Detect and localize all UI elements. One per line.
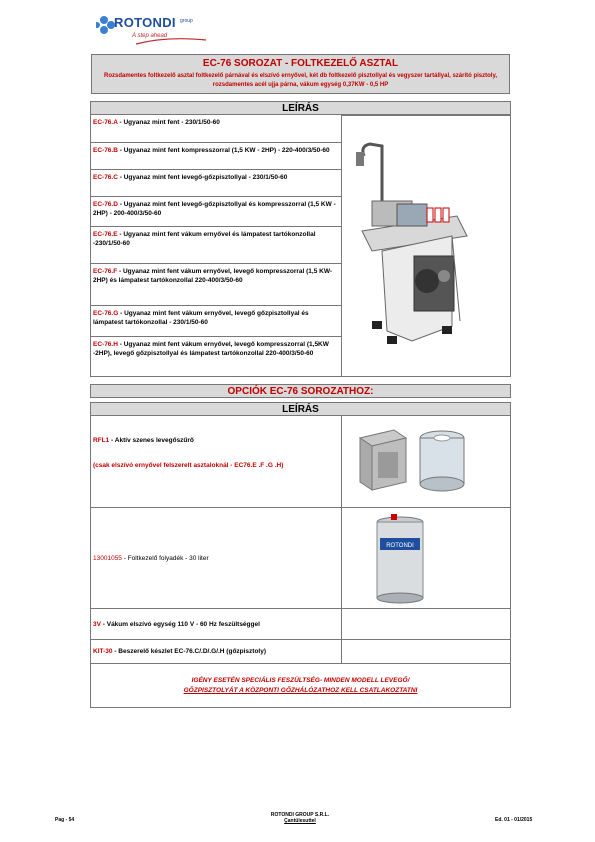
liquid-drum-image [342, 508, 510, 608]
product-row: EC-76.F - Ugyanaz mint fent vákum ernyővel, levegő kompresszorral (1,5 KW- 2HP) és lámpatest tartókonzollal 220-400/3/50-60 [90, 264, 342, 306]
empty-image-cell [342, 640, 511, 664]
logo-sup: group [180, 18, 193, 24]
product-row: EC-76.G - Ugyanaz mint fent vákum ernyővel, levegő gőzpisztollyal és lámpatest tartókonzollal - 230/1/50-60 [90, 306, 342, 337]
filter-image [342, 416, 510, 507]
empty-image-cell [342, 609, 511, 640]
page-title: EC-76 SOROZAT - FOLTKEZELŐ ASZTAL [202, 58, 399, 69]
option-row: 13001055 - Foltkezelő folyadék - 30 liter [90, 508, 342, 609]
svg-text:ROTONDI: ROTONDI [386, 543, 414, 549]
product-row: EC-76.H - Ugyanaz mint fent vákum ernyővel, levegő kompresszorral (1,5KW -2HP), levegő gőzpisztollyal és lámpatest tartókonzollal 220-400/3/50-60 [90, 337, 342, 377]
page-number: Pag - 54 [55, 817, 75, 823]
filter-image-cell [342, 416, 511, 508]
product-image-cell [342, 115, 511, 377]
logo-tagline: A step ahead [132, 33, 168, 39]
product-row: EC-76.D - Ugyanaz mint fent levegő-gőzpisztollyal és kompresszorral (1,5 KW - 2HP) - 200-400/3/50-60 [90, 197, 342, 227]
special-voltage-note: IGÉNY ESETÉN SPECIÁLIS FESZÜLTSÉG- MINDEN MODELL LEVEGŐ/ GŐZPISZTOLYÁT A KÖZPONTI GŐZHÁLÓZATHOZ KELL CSATLAKOZTATNI [90, 664, 511, 708]
product-row: EC-76.E - Ugyanaz mint fent vákum ernyővel és lámpatest tartókonzollal -230/1/50-60 [90, 227, 342, 264]
liquid-image-cell [342, 508, 511, 609]
logo-name: ROTONDI [114, 15, 176, 30]
section1-header: LEÍRÁS [90, 101, 511, 115]
footer-company: ROTONDI GROUP S.R.L. Çantülesuttel [270, 812, 330, 824]
option-row: 3V - Vákum elszívó egység 110 V - 60 Hz feszültséggel [90, 609, 342, 640]
product-row: EC-76.B - Ugyanaz mint fent kompresszorral (1,5 KW - 2HP) - 220-400/3/50-60 [90, 143, 342, 170]
title-box [91, 54, 510, 94]
options-title: OPCIÓK EC-76 SOROZATHOZ: [90, 384, 511, 398]
spotting-table-image [342, 116, 511, 378]
section2-header: LEÍRÁS [90, 402, 511, 416]
title-description: Rozsdamentes foltkezelő asztal foltkezelő párnával és elszívó ernyővel, két db foltkezelő pisztollyal és vegyszer tartállyal, szárító pisztoly, rozsdamentes acél ujja párna, vákum egység 0,37KW - 0,5 HP [103, 73, 498, 88]
option-row: KIT-30 - Beszerelő készlet EC-76.C/.D/.G/.H (gőzpisztoly) [90, 640, 342, 664]
option-row: RFL1 - Aktív szenes levegőszűrő (csak elszívó ernyővel felszerelt asztaloknál - EC76.E .F .G .H) [90, 416, 342, 508]
product-row: EC-76.C - Ugyanaz mint fent levegő-gőzpisztollyal - 230/1/50-60 [90, 170, 342, 197]
product-row: EC-76.A - Ugyanaz mint fent - 230/1/50-60 [90, 115, 342, 143]
edition: Ed. 01 - 01/2015 [495, 817, 533, 823]
